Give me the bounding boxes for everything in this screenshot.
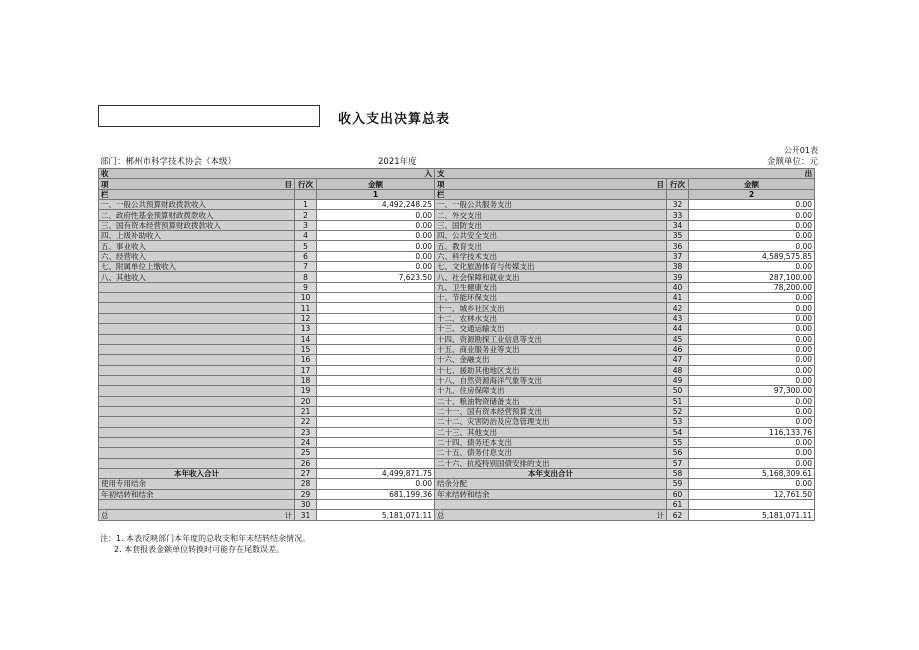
expense-line-no: 42	[667, 303, 689, 313]
expense-item-cell: 总 计	[435, 510, 667, 520]
income-amount	[317, 313, 435, 323]
income-amount	[317, 500, 435, 510]
expense-item-cell: 七、文化旅游体育与传媒支出	[435, 262, 667, 272]
table-row	[99, 386, 815, 396]
footnote-1: 注：1. 本表反映部门本年度的总收支和年末结转结余情况。	[100, 534, 311, 543]
expense-amount: 12,761.50	[689, 489, 815, 499]
expense-item-cell: 五、教育支出	[435, 241, 667, 251]
income-item-cell	[99, 313, 295, 323]
income-line-no: 6	[295, 251, 317, 261]
expense-item-cell: 十一、城乡社区支出	[435, 303, 667, 313]
income-line-no: 12	[295, 313, 317, 323]
expense-item-cell: 四、公共安全支出	[435, 231, 667, 241]
expense-item-cell: 二十一、国有资本经营预算支出	[435, 406, 667, 416]
expense-amount: 78,200.00	[689, 282, 815, 292]
income-line-no: 31	[295, 510, 317, 520]
income-line-no: 19	[295, 386, 317, 396]
table-row	[99, 344, 815, 354]
expense-line-no: 36	[667, 241, 689, 251]
table-row	[99, 313, 815, 323]
expense-amount: 0.00	[689, 200, 815, 210]
expense-item-cell: 年末结转和结余	[435, 489, 667, 499]
income-line-no: 28	[295, 479, 317, 489]
expense-line-no: 35	[667, 231, 689, 241]
income-item-cell	[99, 417, 295, 427]
income-amount	[317, 437, 435, 447]
income-amount	[317, 324, 435, 334]
income-line-no: 11	[295, 303, 317, 313]
income-item-cell: 八、其他收入	[99, 272, 295, 282]
income-item-cell: 本年收入合计	[99, 468, 295, 478]
expense-line-no: 55	[667, 437, 689, 447]
income-line-no: 27	[295, 468, 317, 478]
income-amount: 0.00	[317, 251, 435, 261]
income-item-cell	[99, 303, 295, 313]
expense-amount: 0.00	[689, 262, 815, 272]
income-item-cell	[99, 344, 295, 354]
income-amount: 681,199.36	[317, 489, 435, 499]
expense-amount: 0.00	[689, 241, 815, 251]
income-amount	[317, 355, 435, 365]
expense-item-cell: 三、国防支出	[435, 220, 667, 230]
income-amount: 4,492,248.25	[317, 200, 435, 210]
income-item-cell: 五、事业收入	[99, 241, 295, 251]
income-line-no: 14	[295, 334, 317, 344]
income-item-cell	[99, 406, 295, 416]
income-item-cell	[99, 293, 295, 303]
expense-line-no: 33	[667, 210, 689, 220]
income-line-no: 5	[295, 241, 317, 251]
income-item-cell	[99, 458, 295, 468]
income-item-cell: 年初结转和结余	[99, 489, 295, 499]
footnote-2: 2. 本套报表金额单位转换时可能存在尾数误差。	[114, 545, 285, 554]
income-item-cell	[99, 282, 295, 292]
income-amount	[317, 448, 435, 458]
income-amount	[317, 365, 435, 375]
income-section-header: 收 入	[99, 169, 435, 179]
expense-line-no: 60	[667, 489, 689, 499]
report-year: 2021年度	[378, 157, 417, 167]
income-item-cell	[99, 334, 295, 344]
expense-amount: 0.00	[689, 355, 815, 365]
income-amount	[317, 303, 435, 313]
expense-amount: 0.00	[689, 396, 815, 406]
expense-item-cell: 六、科学技术支出	[435, 251, 667, 261]
expense-amount: 97,300.00	[689, 386, 815, 396]
income-line-no: 13	[295, 324, 317, 334]
income-item-cell: 二、政府性基金预算财政拨款收入	[99, 210, 295, 220]
expense-amount: 0.00	[689, 293, 815, 303]
expense-item-cell: 十四、资源勘探工业信息等支出	[435, 334, 667, 344]
expense-line-no: 56	[667, 448, 689, 458]
income-amount: 0.00	[317, 220, 435, 230]
table-row	[99, 262, 815, 272]
expense-amount: 0.00	[689, 334, 815, 344]
expense-item-cell: 九、卫生健康支出	[435, 282, 667, 292]
income-line-no: 20	[295, 396, 317, 406]
expense-line-no: 58	[667, 468, 689, 478]
income-item-cell: 六、经营收入	[99, 251, 295, 261]
income-line-no: 15	[295, 344, 317, 354]
table-row	[99, 241, 815, 251]
income-item-cell: 使用专用结余	[99, 479, 295, 489]
income-line-no: 17	[295, 365, 317, 375]
income-amount	[317, 458, 435, 468]
income-item-cell: 七、附属单位上缴收入	[99, 262, 295, 272]
department-label: 部门：郴州市科学技术协会（本级）	[100, 157, 237, 167]
income-line-no: 1	[295, 200, 317, 210]
table-row	[99, 220, 815, 230]
income-amount	[317, 406, 435, 416]
form-number: 公开01表	[783, 146, 818, 155]
table-row	[99, 458, 815, 468]
expense-line-no: 45	[667, 334, 689, 344]
expense-col-index: 2	[689, 189, 815, 199]
income-line-no: 10	[295, 293, 317, 303]
report-sheet	[98, 105, 820, 570]
income-item-cell: 总 计	[99, 510, 295, 520]
table-row	[99, 251, 815, 261]
expense-line-no: 51	[667, 396, 689, 406]
expense-item-cell: 八、社会保障和就业支出	[435, 272, 667, 282]
table-row	[99, 365, 815, 375]
income-col-index: 1	[317, 189, 435, 199]
income-line-no: 26	[295, 458, 317, 468]
income-amount	[317, 344, 435, 354]
table-row	[99, 468, 815, 478]
expense-item-cell: 十、节能环保支出	[435, 293, 667, 303]
income-line-no: 9	[295, 282, 317, 292]
income-item-cell	[99, 324, 295, 334]
income-lan-header: 栏	[99, 189, 295, 199]
income-amount-header: 金额	[317, 179, 435, 189]
table-row	[99, 293, 815, 303]
table-row	[99, 324, 815, 334]
expense-amount: 0.00	[689, 448, 815, 458]
table-row	[99, 375, 815, 385]
expense-item-cell: 十九、住房保障支出	[435, 386, 667, 396]
table-row	[99, 489, 815, 499]
income-amount: 0.00	[317, 241, 435, 251]
table-row	[99, 355, 815, 365]
expense-amount: 0.00	[689, 220, 815, 230]
income-item-cell	[99, 448, 295, 458]
income-item-cell	[99, 355, 295, 365]
expense-amount: 287,100.00	[689, 272, 815, 282]
expense-item-cell: 二十四、债务还本支出	[435, 437, 667, 447]
expense-line-no: 62	[667, 510, 689, 520]
income-item-cell	[99, 365, 295, 375]
header-row-columns	[99, 179, 815, 189]
expense-item-cell: 十七、援助其他地区支出	[435, 365, 667, 375]
expense-item-header: 项 目	[435, 179, 667, 189]
expense-amount	[689, 500, 815, 510]
income-item-cell	[99, 427, 295, 437]
expense-amount: 0.00	[689, 479, 815, 489]
header-row-section	[99, 169, 815, 179]
blank-header-box	[98, 105, 320, 127]
income-item-cell	[99, 375, 295, 385]
expense-line-no: 49	[667, 375, 689, 385]
table-row	[99, 427, 815, 437]
table-row	[99, 334, 815, 344]
expense-item-cell: 二十、粮油物资储备支出	[435, 396, 667, 406]
expense-amount: 5,168,309.61	[689, 468, 815, 478]
expense-amount: 0.00	[689, 313, 815, 323]
expense-line-no: 32	[667, 200, 689, 210]
header-row-column-index	[99, 189, 815, 199]
table-row	[99, 282, 815, 292]
income-line-no: 24	[295, 437, 317, 447]
expense-amount: 0.00	[689, 231, 815, 241]
income-line-no: 21	[295, 406, 317, 416]
income-item-cell	[99, 386, 295, 396]
income-line-no: 4	[295, 231, 317, 241]
income-line-no: 3	[295, 220, 317, 230]
expense-item-cell: 本年支出合计	[435, 468, 667, 478]
table-row	[99, 303, 815, 313]
income-amount: 0.00	[317, 210, 435, 220]
income-amount	[317, 334, 435, 344]
table-row	[99, 437, 815, 447]
expense-section-header: 支 出	[435, 169, 815, 179]
expense-item-cell: 一、一般公共服务支出	[435, 200, 667, 210]
table-row	[99, 396, 815, 406]
income-item-cell	[99, 437, 295, 447]
income-amount	[317, 396, 435, 406]
table-row	[99, 406, 815, 416]
table-row	[99, 479, 815, 489]
expense-line-no: 50	[667, 386, 689, 396]
expense-item-cell: 十二、农林水支出	[435, 313, 667, 323]
expense-item-cell	[435, 500, 667, 510]
expense-amount: 0.00	[689, 210, 815, 220]
expense-line-no: 57	[667, 458, 689, 468]
expense-item-cell: 二十六、抗疫特别国债安排的支出	[435, 458, 667, 468]
expense-line-no: 46	[667, 344, 689, 354]
amount-unit: 金额单位：元	[766, 157, 818, 167]
expense-line-no: 37	[667, 251, 689, 261]
expense-line-no: 52	[667, 406, 689, 416]
income-line-no: 22	[295, 417, 317, 427]
income-line-no: 30	[295, 500, 317, 510]
expense-amount: 0.00	[689, 458, 815, 468]
income-line-no: 2	[295, 210, 317, 220]
expense-amount: 0.00	[689, 303, 815, 313]
expense-line-no: 53	[667, 417, 689, 427]
income-item-header: 项 目	[99, 179, 295, 189]
income-amount	[317, 293, 435, 303]
income-item-cell	[99, 396, 295, 406]
expense-item-cell: 二十二、灾害防治及应急管理支出	[435, 417, 667, 427]
income-amount	[317, 417, 435, 427]
income-amount: 0.00	[317, 231, 435, 241]
table-row	[99, 500, 815, 510]
expense-line-no: 43	[667, 313, 689, 323]
expense-amount: 0.00	[689, 406, 815, 416]
income-amount	[317, 375, 435, 385]
expense-item-cell: 二、外交支出	[435, 210, 667, 220]
expense-line-no: 54	[667, 427, 689, 437]
expense-line-no: 59	[667, 479, 689, 489]
expense-amount: 0.00	[689, 344, 815, 354]
income-item-cell	[99, 500, 295, 510]
expense-line-no: 61	[667, 500, 689, 510]
expense-item-cell: 十八、自然资源海洋气象等支出	[435, 375, 667, 385]
table-row	[99, 210, 815, 220]
income-line-no: 23	[295, 427, 317, 437]
expense-line-no: 41	[667, 293, 689, 303]
expense-item-cell: 十五、商业服务业等支出	[435, 344, 667, 354]
expense-amount: 0.00	[689, 437, 815, 447]
expense-item-cell: 二十三、其他支出	[435, 427, 667, 437]
income-amount	[317, 282, 435, 292]
expense-item-cell: 结余分配	[435, 479, 667, 489]
footnotes	[100, 533, 310, 555]
income-item-cell: 一、一般公共预算财政拨款收入	[99, 200, 295, 210]
expense-line-no: 44	[667, 324, 689, 334]
expense-amount: 5,181,071.11	[689, 510, 815, 520]
table-row	[99, 200, 815, 210]
income-expense-table	[98, 168, 815, 521]
income-amount: 5,181,071.11	[317, 510, 435, 520]
income-line-header: 行次	[295, 179, 317, 189]
expense-amount: 0.00	[689, 365, 815, 375]
income-item-cell: 四、上级补助收入	[99, 231, 295, 241]
table-row	[99, 417, 815, 427]
table-row	[99, 510, 815, 520]
expense-item-cell: 十三、交通运输支出	[435, 324, 667, 334]
expense-amount: 4,589,575.85	[689, 251, 815, 261]
expense-amount: 0.00	[689, 324, 815, 334]
expense-item-cell: 二十五、债务付息支出	[435, 448, 667, 458]
expense-amount: 0.00	[689, 375, 815, 385]
income-amount: 4,499,871.75	[317, 468, 435, 478]
expense-amount: 116,133.76	[689, 427, 815, 437]
income-line-no: 25	[295, 448, 317, 458]
expense-line-no: 38	[667, 262, 689, 272]
income-amount	[317, 386, 435, 396]
income-line-no: 7	[295, 262, 317, 272]
expense-amount: 0.00	[689, 417, 815, 427]
table-row	[99, 448, 815, 458]
expense-line-no: 34	[667, 220, 689, 230]
table-row	[99, 231, 815, 241]
expense-lan-header: 栏	[435, 189, 667, 199]
table-row	[99, 272, 815, 282]
income-amount: 7,623.50	[317, 272, 435, 282]
income-amount: 0.00	[317, 479, 435, 489]
expense-line-no: 40	[667, 282, 689, 292]
income-line-no: 16	[295, 355, 317, 365]
expense-amount-header: 金额	[689, 179, 815, 189]
income-line-no: 8	[295, 272, 317, 282]
income-item-cell: 三、国有资本经营预算财政拨款收入	[99, 220, 295, 230]
expense-line-header: 行次	[667, 179, 689, 189]
expense-item-cell: 十六、金融支出	[435, 355, 667, 365]
income-line-no: 29	[295, 489, 317, 499]
expense-line-no: 39	[667, 272, 689, 282]
income-amount: 0.00	[317, 262, 435, 272]
income-amount	[317, 427, 435, 437]
expense-line-no: 47	[667, 355, 689, 365]
expense-line-no: 48	[667, 365, 689, 375]
income-line-no: 18	[295, 375, 317, 385]
report-title: 收入支出决算总表	[338, 112, 451, 127]
